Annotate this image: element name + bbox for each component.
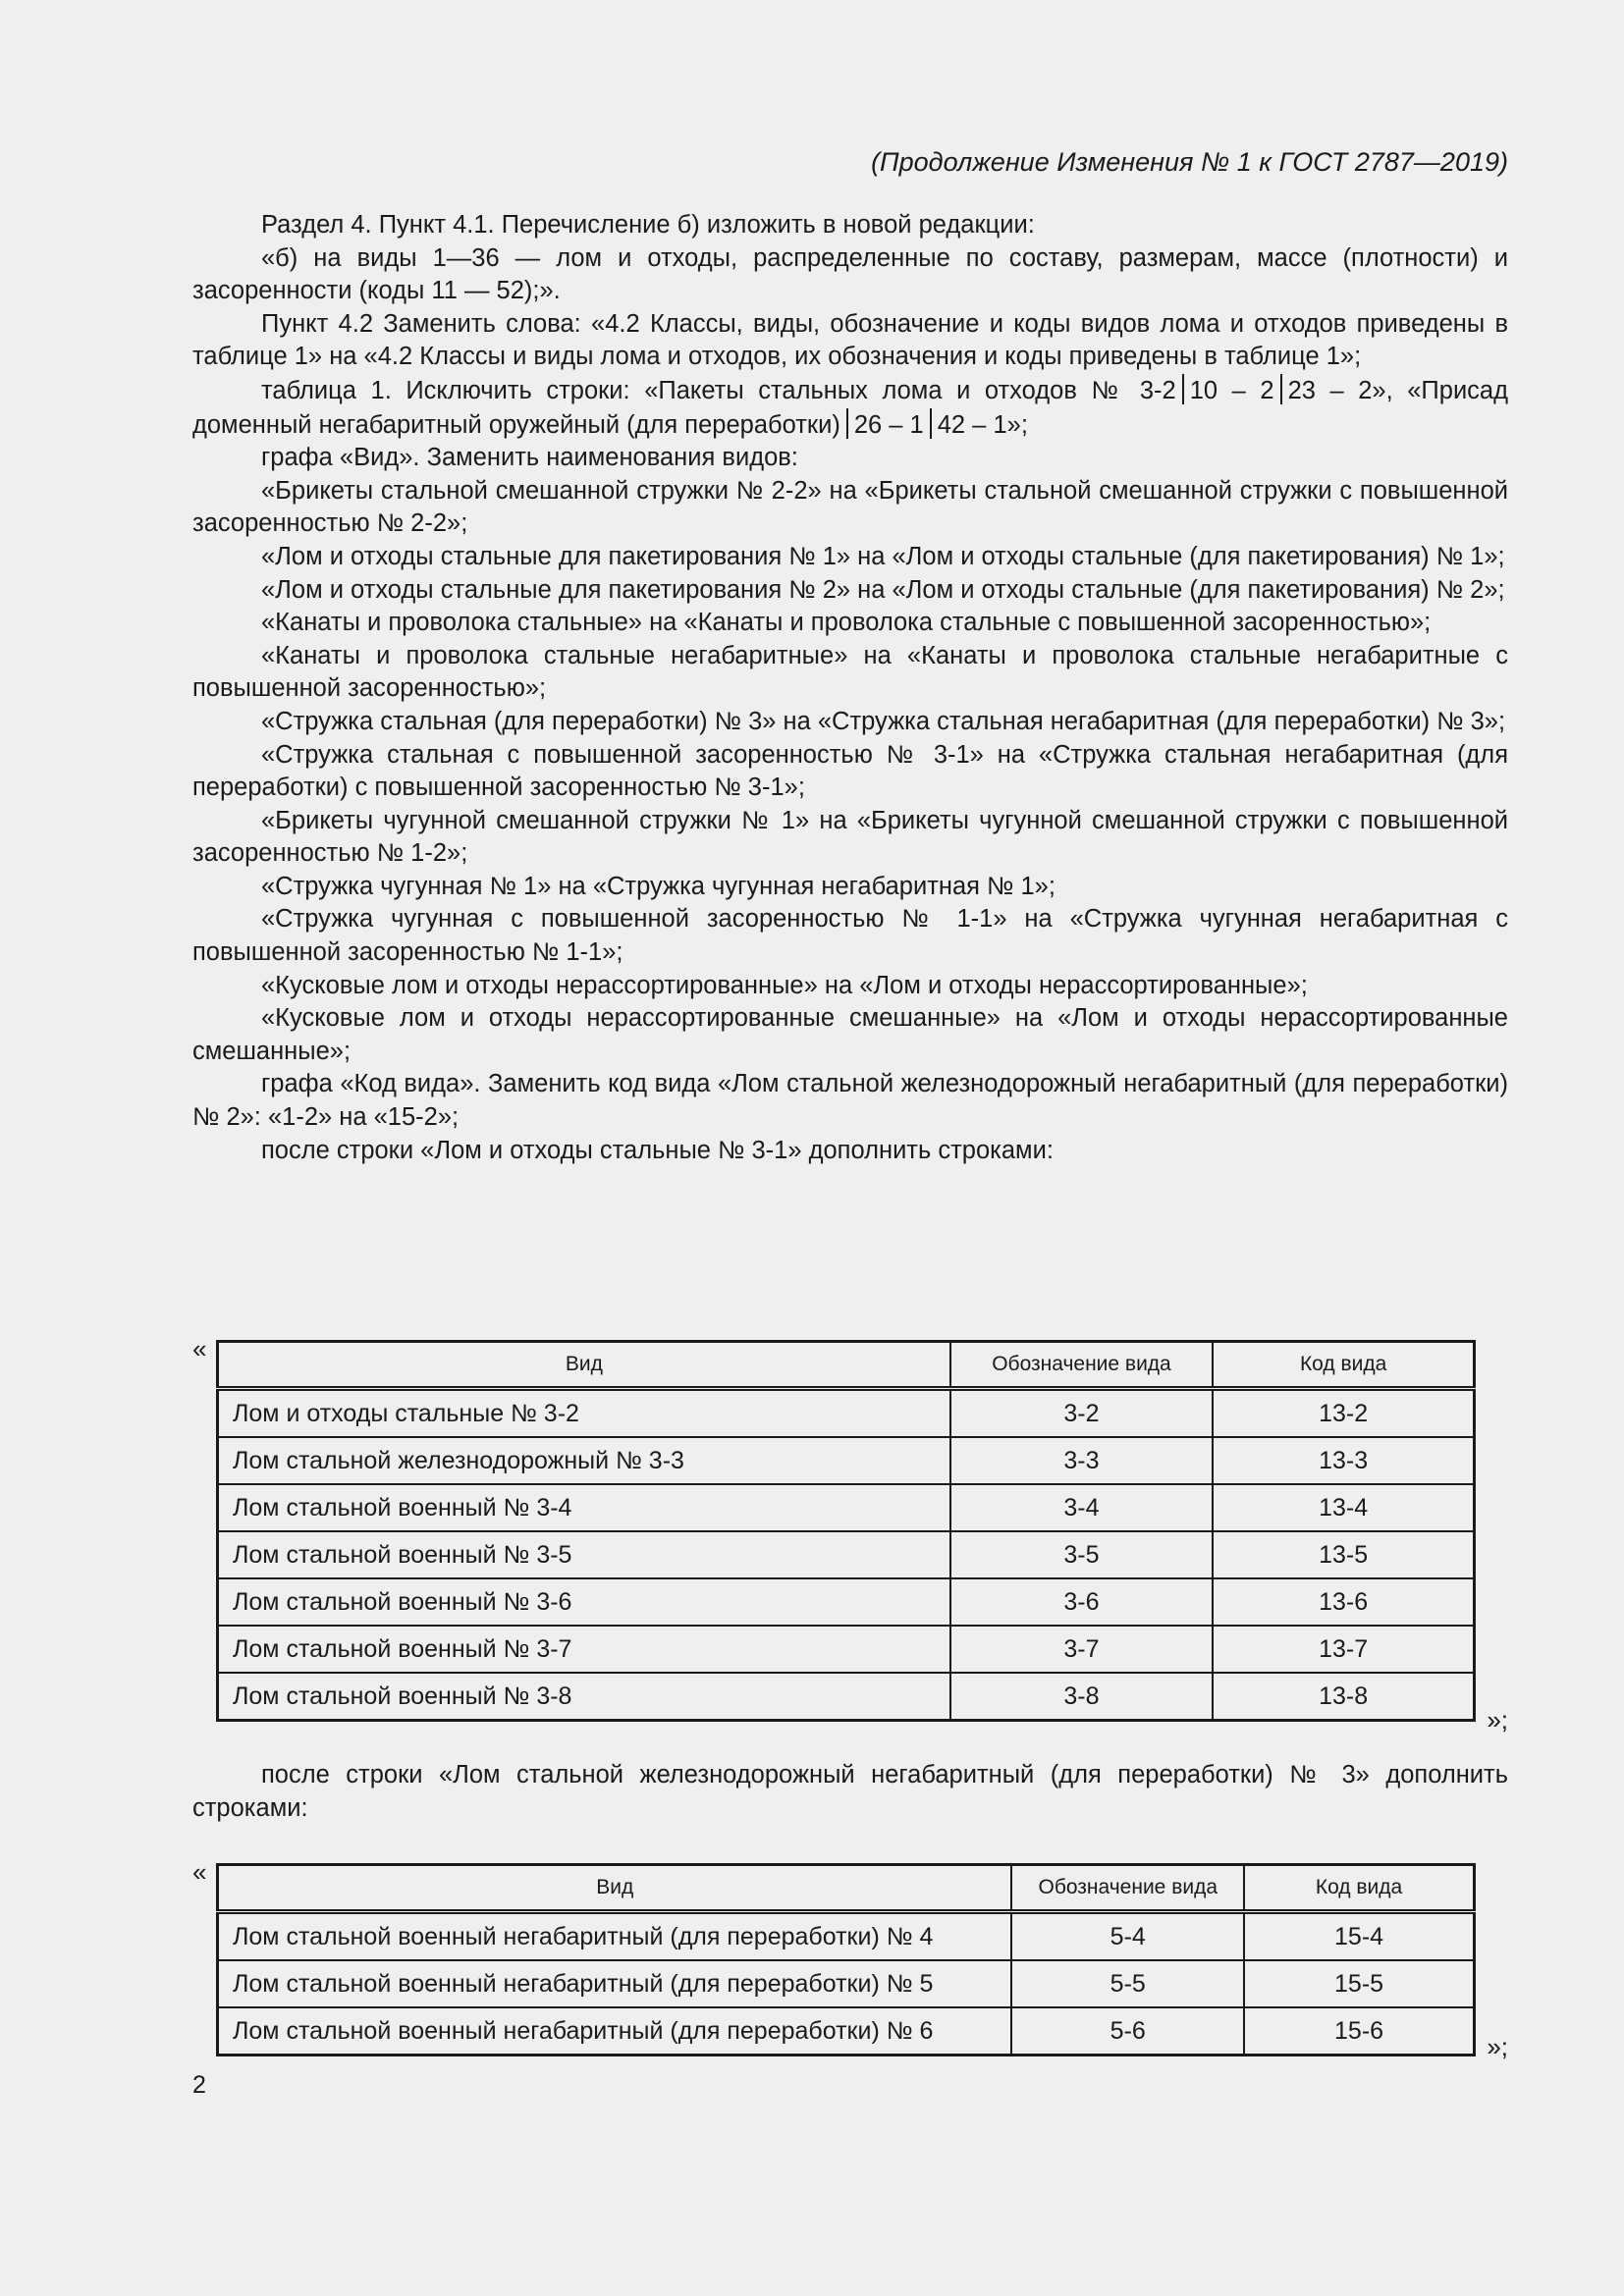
cell-vid: Лом и отходы стальные № 3-2: [218, 1389, 950, 1438]
amendment-text: [192, 209, 1508, 1167]
paragraph: Раздел 4. Пункт 4.1. Перечисление б) изложить в новой редакции:: [261, 211, 1035, 239]
close-quote: »;: [1487, 1705, 1508, 1735]
cell-vid: Лом стальной военный № 3-6: [218, 1578, 950, 1626]
cell-designation: 3-8: [950, 1673, 1214, 1721]
paragraph: «Кусковые лом и отходы нерассортированные» на «Лом и отходы нерассортированные»;: [261, 971, 1308, 999]
column-header-designation: Обозначение вида: [1011, 1865, 1244, 1912]
table-row: [218, 1960, 1475, 2007]
text-fragment: 42 – 1»;: [937, 410, 1028, 439]
cell-vid: Лом стальной военный № 3-7: [218, 1626, 950, 1673]
paragraph: графа «Вид». Заменить наименования видов:: [261, 444, 798, 472]
column-separator: [930, 408, 932, 439]
cell-code: 15-6: [1244, 2007, 1474, 2056]
cell-code: 13-6: [1213, 1578, 1474, 1626]
paragraph: «Стружка стальная с повышенной засоренностью № 3-1» на «Стружка стальная негабаритная (для переработки) с повышенной засоренностью № 3-1»;: [192, 740, 1508, 802]
cell-code: 13-2: [1213, 1389, 1474, 1438]
column-header-vid: Вид: [218, 1342, 950, 1389]
page-number: 2: [192, 2071, 206, 2099]
open-quote: «: [192, 1334, 207, 1363]
cell-designation: 3-7: [950, 1626, 1214, 1673]
cell-vid: Лом стальной железнодорожный № 3-3: [218, 1437, 950, 1484]
cell-code: 13-3: [1213, 1437, 1474, 1484]
text-fragment: 26 – 1: [853, 410, 924, 439]
table2-container: [192, 1857, 1508, 2069]
cell-code: 13-4: [1213, 1484, 1474, 1531]
table-header-row: [218, 1865, 1475, 1912]
paragraph: «Кусковые лом и отходы нерассортированные смешанные» на «Лом и отходы нерассортированные смешанные»;: [192, 1004, 1508, 1065]
cell-vid: Лом стальной военный негабаритный (для переработки) № 4: [218, 1912, 1012, 1961]
column-header-code: Код вида: [1213, 1342, 1474, 1389]
paragraph: после строки «Лом и отходы стальные № 3-1» дополнить строками:: [261, 1136, 1054, 1164]
column-separator: [846, 408, 848, 439]
paragraph-excluded-rows: [192, 374, 1508, 442]
table2-block: [192, 1759, 1508, 2073]
document-header: (Продолжение Изменения № 1 к ГОСТ 2787—2019): [871, 147, 1508, 177]
cell-code: 15-5: [1244, 1960, 1474, 2007]
paragraph: после строки «Лом стальной железнодорожный негабаритный (для переработки) № 3» дополнить строками:: [192, 1761, 1508, 1822]
table-row: [218, 1389, 1475, 1438]
cell-designation: 3-6: [950, 1578, 1214, 1626]
paragraph-block: [192, 1759, 1508, 1825]
column-separator: [1182, 374, 1184, 404]
table-row: [218, 1626, 1475, 1673]
paragraph: «Канаты и проволока стальные негабаритные» на «Канаты и проволока стальные негабаритные с повышенной засоренностью»;: [192, 641, 1508, 703]
cell-designation: 3-2: [950, 1389, 1214, 1438]
column-header-vid: Вид: [218, 1865, 1012, 1912]
cell-designation: 5-4: [1011, 1912, 1244, 1961]
paragraph: «Стружка чугунная № 1» на «Стружка чугунная негабаритная № 1»;: [261, 872, 1056, 900]
cell-designation: 3-3: [950, 1437, 1214, 1484]
close-quote: »;: [1487, 2032, 1508, 2061]
paragraph: Пункт 4.2 Заменить слова: «4.2 Классы, виды, обозначение и коды видов лома и отходов приведены в таблице 1» на «4.2 Классы и виды лома и отходов, их обозначения и коды приведены в таблице 1»;: [192, 309, 1508, 371]
cell-vid: Лом стальной военный № 3-4: [218, 1484, 950, 1531]
table-row: [218, 1484, 1475, 1531]
table-row: [218, 1437, 1475, 1484]
paragraph: «Лом и отходы стальные для пакетирования № 2» на «Лом и отходы стальные (для пакетирования) № 2»;: [261, 575, 1505, 604]
paragraph: «Стружка чугунная с повышенной засоренностью № 1-1» на «Стружка чугунная негабаритная с повышенной засоренностью № 1-1»;: [192, 905, 1508, 967]
column-header-designation: Обозначение вида: [950, 1342, 1214, 1389]
cell-designation: 5-5: [1011, 1960, 1244, 2007]
paragraph: «Лом и отходы стальные для пакетирования № 1» на «Лом и отходы стальные (для пакетирования) № 1»;: [261, 542, 1505, 570]
paragraph: «Канаты и проволока стальные» на «Канаты и проволока стальные с повышенной засоренностью»;: [261, 609, 1432, 637]
table1-block: [192, 1334, 1508, 1735]
table-row: [218, 1912, 1475, 1961]
cell-designation: 3-5: [950, 1531, 1214, 1578]
cell-vid: Лом стальной военный № 3-8: [218, 1673, 950, 1721]
cell-code: 13-5: [1213, 1531, 1474, 1578]
cell-code: 13-7: [1213, 1626, 1474, 1673]
column-separator: [1280, 374, 1282, 404]
table1: [216, 1340, 1476, 1722]
text-fragment: таблица 1. Исключить строки: «Пакеты стальных лома и отходов № 3-2: [261, 376, 1176, 404]
table-row: [218, 1531, 1475, 1578]
cell-designation: 5-6: [1011, 2007, 1244, 2056]
table-header-row: [218, 1342, 1475, 1389]
cell-code: 15-4: [1244, 1912, 1474, 1961]
text-fragment: 10 – 2: [1189, 376, 1274, 404]
paragraph: «б) на виды 1—36 — лом и отходы, распределенные по составу, размерам, массе (плотности) и засоренности (коды 11 — 52);».: [192, 243, 1508, 305]
cell-code: 13-8: [1213, 1673, 1474, 1721]
paragraph: «Стружка стальная (для переработки) № 3» на «Стружка стальная негабаритная (для переработки) № 3»;: [261, 707, 1506, 735]
table2: [216, 1863, 1476, 2056]
text-fragment: 23 – 2», «Присад доменный негабаритный оружейный (для переработки): [192, 376, 1508, 439]
cell-vid: Лом стальной военный негабаритный (для переработки) № 5: [218, 1960, 1012, 2007]
paragraph: графа «Код вида». Заменить код вида «Лом стальной железнодорожный негабаритный (для переработки) № 2»: «1-2» на «15-2»;: [192, 1070, 1508, 1132]
column-header-code: Код вида: [1244, 1865, 1474, 1912]
table-row: [218, 1578, 1475, 1626]
open-quote: «: [192, 1857, 207, 1887]
paragraph: «Брикеты чугунной смешанной стружки № 1» на «Брикеты чугунной смешанной стружки с повышенной засоренностью № 1-2»;: [192, 806, 1508, 868]
table-row: [218, 2007, 1475, 2056]
paragraph: «Брикеты стальной смешанной стружки № 2-2» на «Брикеты стальной смешанной стружки с повышенной засоренностью № 2-2»;: [192, 476, 1508, 538]
cell-vid: Лом стальной военный негабаритный (для переработки) № 6: [218, 2007, 1012, 2056]
cell-vid: Лом стальной военный № 3-5: [218, 1531, 950, 1578]
table-row: [218, 1673, 1475, 1721]
cell-designation: 3-4: [950, 1484, 1214, 1531]
